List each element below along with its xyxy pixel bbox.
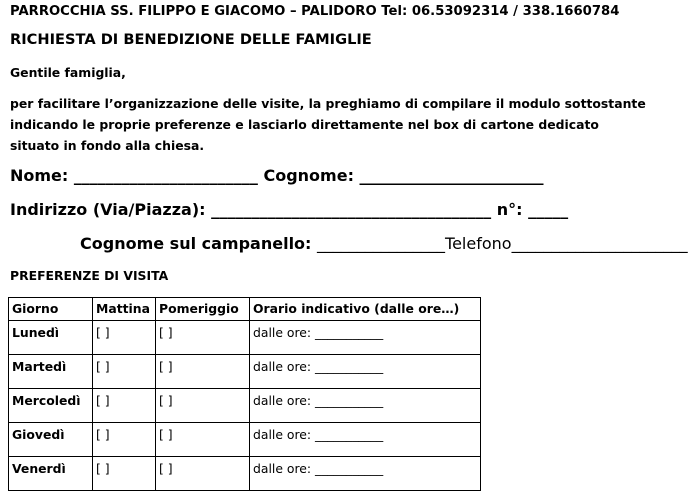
cognome-label: Cognome: [263, 166, 354, 185]
afternoon-checkbox[interactable]: [ ] [156, 423, 250, 457]
morning-checkbox[interactable]: [ ] [93, 423, 156, 457]
time-field[interactable]: dalle ore: ___________ [250, 355, 481, 389]
nome-field[interactable]: _______________________ [73, 166, 258, 185]
time-field[interactable]: dalle ore: ___________ [250, 321, 481, 355]
afternoon-checkbox[interactable]: [ ] [156, 457, 250, 491]
table-row [9, 423, 481, 457]
nome-label: Nome: [10, 166, 69, 185]
col-header-orario: Orario indicativo (dalle ore…) [250, 298, 481, 321]
time-field[interactable]: dalle ore: ___________ [250, 423, 481, 457]
day-cell: Giovedì [9, 423, 93, 457]
morning-checkbox[interactable]: [ ] [93, 389, 156, 423]
indirizzo-field[interactable]: ___________________________________ [211, 200, 492, 219]
page-title: RICHIESTA DI BENEDIZIONE DELLE FAMIGLIE [10, 31, 372, 48]
telefono-field[interactable]: ______________________ [511, 234, 688, 253]
day-cell: Venerdì [9, 457, 93, 491]
morning-checkbox[interactable]: [ ] [93, 321, 156, 355]
indirizzo-label: Indirizzo (Via/Piazza): [10, 200, 206, 219]
intro-paragraph: per facilitare l’organizzazione delle visite, la preghiamo di compilare il modulo sottostante indicando le proprie preferenze e lasciarlo direttamente nel box di cartone dedicato situato in fondo alla chiesa. [10, 96, 646, 153]
time-field[interactable]: dalle ore: ___________ [250, 457, 481, 491]
numero-label: n°: [496, 200, 523, 219]
day-cell: Mercoledì [9, 389, 93, 423]
visit-preferences-table [8, 297, 481, 491]
preferences-heading: PREFERENZE DI VISITA [10, 268, 169, 283]
morning-checkbox[interactable]: [ ] [93, 457, 156, 491]
name-row [10, 166, 544, 185]
col-header-giorno: Giorno [9, 298, 93, 321]
table-row [9, 321, 481, 355]
telefono-label: Telefono [445, 234, 512, 253]
campanello-field[interactable]: ________________ [317, 234, 446, 253]
campanello-label: Cognome sul campanello: [80, 234, 312, 253]
numero-field[interactable]: _____ [528, 200, 569, 219]
doorbell-row [80, 234, 688, 253]
col-header-pomeriggio: Pomeriggio [156, 298, 250, 321]
address-row [10, 200, 568, 219]
afternoon-checkbox[interactable]: [ ] [156, 321, 250, 355]
table-row [9, 389, 481, 423]
cognome-field[interactable]: _______________________ [359, 166, 544, 185]
afternoon-checkbox[interactable]: [ ] [156, 355, 250, 389]
time-field[interactable]: dalle ore: ___________ [250, 389, 481, 423]
table-row [9, 457, 481, 491]
col-header-mattina: Mattina [93, 298, 156, 321]
greeting: Gentile famiglia, [10, 65, 126, 80]
day-cell: Martedì [9, 355, 93, 389]
table-header-row [9, 298, 481, 321]
afternoon-checkbox[interactable]: [ ] [156, 389, 250, 423]
parish-header: PARROCCHIA SS. FILIPPO E GIACOMO – PALIDORO Tel: 06.53092314 / 338.1660784 [10, 4, 620, 19]
table-row [9, 355, 481, 389]
day-cell: Lunedì [9, 321, 93, 355]
morning-checkbox[interactable]: [ ] [93, 355, 156, 389]
